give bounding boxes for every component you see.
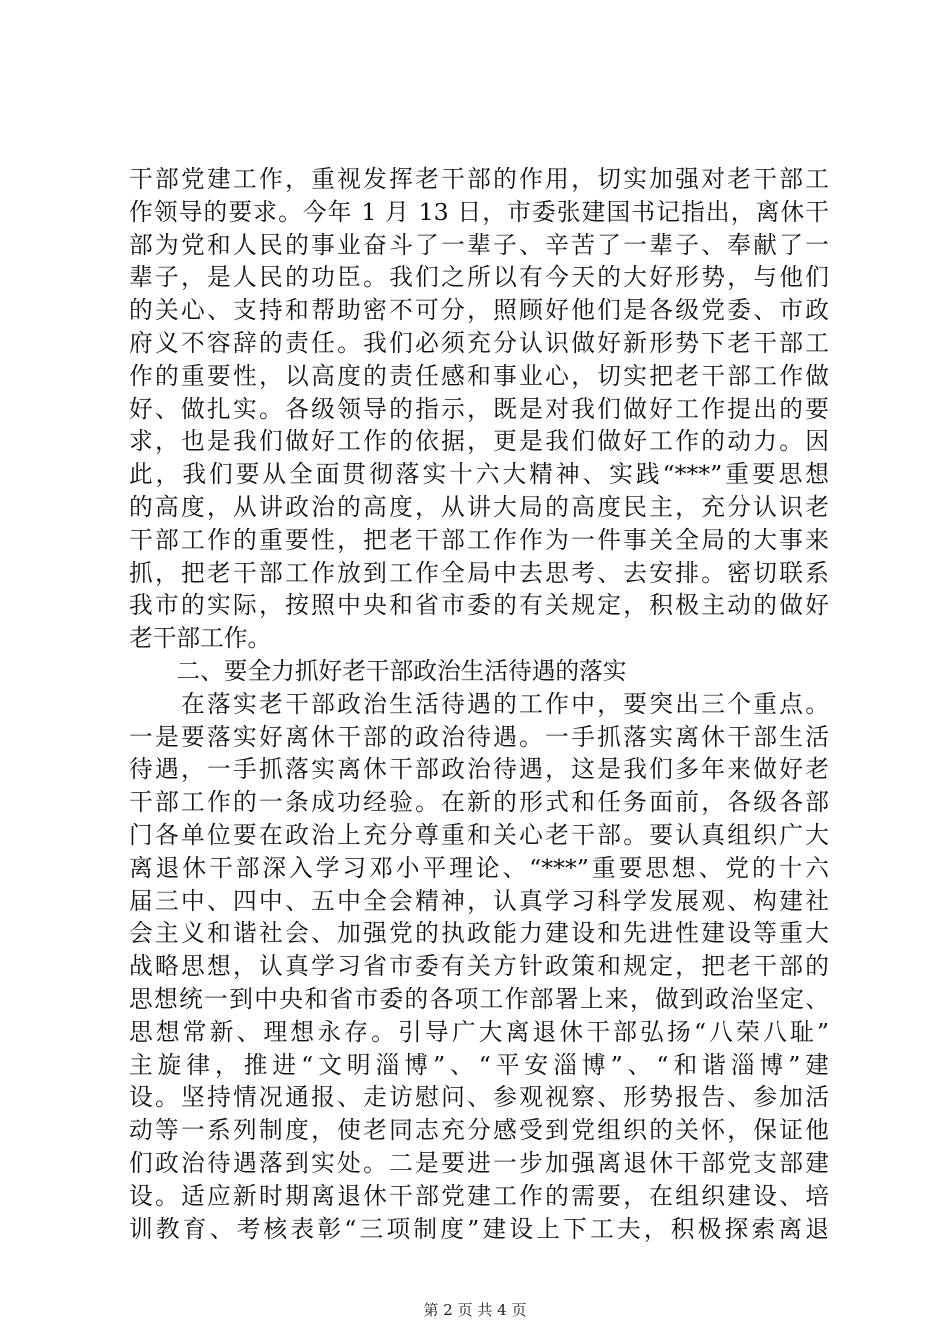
text-line: 在落实老干部政治生活待遇的工作中，要突出三个重点。	[129, 689, 829, 718]
text-line: 离退休干部深入学习邓小平理论、“***”重要思想、党的十六	[129, 853, 829, 882]
text-line: 作领导的要求。今年 1 月 13 日，市委张建国书记指出，离休干	[129, 197, 829, 226]
text-line: 训教育、考核表彰“三项制度”建设上下工夫，积极探索离退	[129, 1214, 829, 1243]
text-line: 老干部工作。	[129, 624, 272, 653]
text-line: 部为党和人民的事业奋斗了一辈子、辛苦了一辈子、奉献了一	[129, 230, 829, 259]
text-line: 的关心、支持和帮助密不可分，照顾好他们是各级党委、市政	[129, 296, 829, 325]
text-line: 动等一系列制度，使老同志充分感受到党组织的关怀，保证他	[129, 1116, 829, 1145]
body-text	[129, 163, 829, 1245]
page-number-footer: 第 2 页 共 4 页	[423, 1301, 527, 1319]
text-line: 我市的实际，按照中央和省市委的有关规定，积极主动的做好	[129, 591, 829, 620]
text-line: 好、做扎实。各级领导的指示，既是对我们做好工作提出的要	[129, 394, 829, 423]
text-line: 抓，把老干部工作放到工作全局中去思考、去安排。密切联系	[129, 558, 829, 587]
text-line: 干部工作的一条成功经验。在新的形式和任务面前，各级各部	[129, 788, 829, 817]
text-line: 设。适应新时期离退休干部党建工作的需要，在组织建设、培	[129, 1181, 829, 1210]
text-line: 届三中、四中、五中全会精神，认真学习科学发展观、构建社	[129, 886, 829, 915]
text-line: 门各单位要在政治上充分尊重和关心老干部。要认真组织广大	[129, 820, 829, 849]
text-line: 战略思想，认真学习省市委有关方针政策和规定，把老干部的	[129, 952, 829, 981]
text-line: 辈子，是人民的功臣。我们之所以有今天的大好形势，与他们	[129, 263, 829, 292]
text-line: 作的重要性，以高度的责任感和事业心，切实把老干部工作做	[129, 361, 829, 390]
text-line: 设。坚持情况通报、走访慰问、参观视察、形势报告、参加活	[129, 1083, 829, 1112]
text-line: 思想统一到中央和省市委的各项工作部署上来，做到政治坚定、	[129, 984, 829, 1013]
text-line: 求，也是我们做好工作的依据，更是我们做好工作的动力。因	[129, 427, 829, 456]
text-line: 府义不容辞的责任。我们必须充分认识做好新形势下老干部工	[129, 328, 829, 357]
text-line: 干部党建工作，重视发挥老干部的作用，切实加强对老干部工	[129, 165, 829, 193]
text-line: 的高度，从讲政治的高度，从讲大局的高度民主，充分认识老	[129, 492, 829, 521]
text-line: 主旋律，推进“文明淄博”、“平安淄博”、“和谐淄博”建	[129, 1050, 829, 1079]
text-line: 一是要落实好离休干部的政治待遇。一手抓落实离休干部生活	[129, 722, 829, 751]
text-line: 思想常新、理想永存。引导广大离退休干部弘扬“八荣八耻”	[129, 1017, 829, 1046]
text-line: 们政治待遇落到实处。二是要进一步加强离退休干部党支部建	[129, 1148, 829, 1177]
text-line: 干部工作的重要性，把老干部工作作为一件事关全局的大事来	[129, 525, 829, 554]
text-line: 此，我们要从全面贯彻落实十六大精神、实践“***”重要思想	[129, 460, 829, 489]
text-line: 会主义和谐社会、加强党的执政能力建设和先进性建设等重大	[129, 919, 829, 948]
text-line: 待遇，一手抓落实离休干部政治待遇，这是我们多年来做好老	[129, 755, 829, 784]
section-heading: 二、要全力抓好老干部政治生活待遇的落实	[129, 656, 627, 685]
